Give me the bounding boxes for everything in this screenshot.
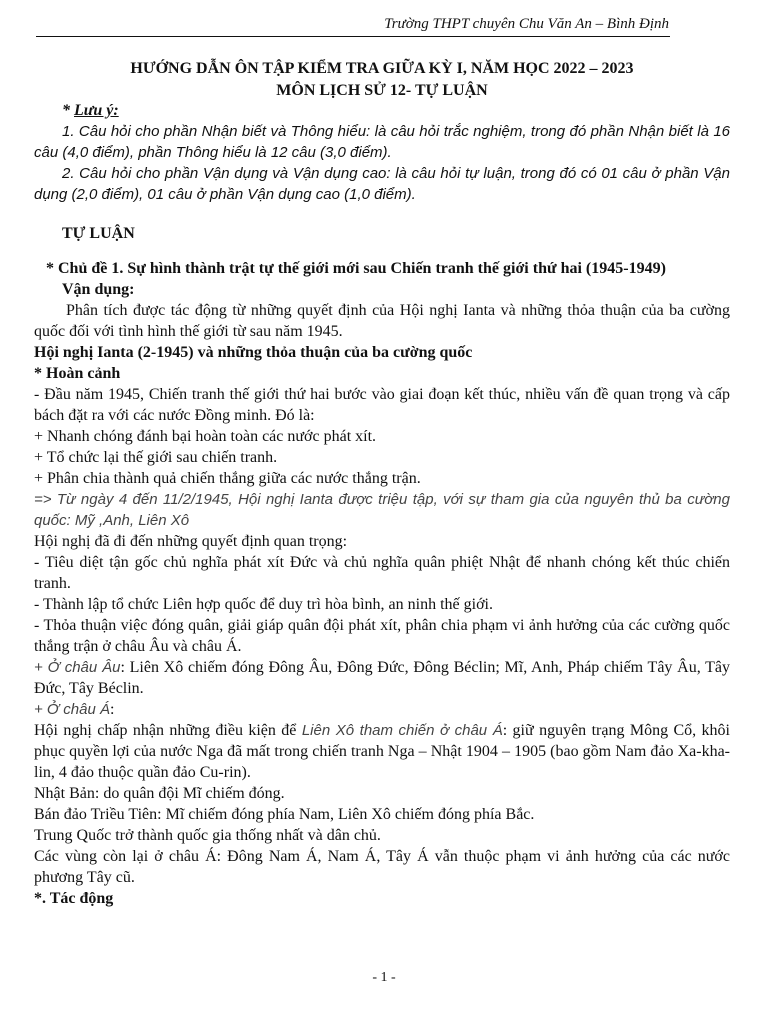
doc-title-line2: MÔN LỊCH SỬ 12- TỰ LUẬN [276, 82, 488, 99]
header-rule [36, 36, 670, 37]
impact-heading: *. Tác động [34, 890, 114, 907]
context-result: => Từ ngày 4 đến 11/2/1945, Hội nghị Ianta được triệu tập, với sự tham gia của nguyên thủ ba cường quốc: Mỹ ,Anh, Liên Xô [34, 491, 730, 529]
sub-heading: Hội nghị Ianta (2-1945) và những thỏa thuận của ba cường quốc [34, 344, 473, 361]
europe-text: : Liên Xô chiếm đóng Đông Âu, Đông Đức, Đông Béclin; Mĩ, Anh, Pháp chiếm Tây Âu, Tây Đức, Tây Béclin. [34, 659, 730, 697]
asia-label: + Ở châu Á [34, 701, 110, 718]
context-heading: * Hoàn cảnh [34, 365, 121, 382]
asia-text-b: : giữ nguyên trạng Mông Cổ, khôi phục quyền lợi của nước Nga đã mất trong chiến tranh Nga – Nhật 1904 – 1905 (bao gồm Nam đảo Xa-kha-lin, 4 đảo thuộc quần đảo Cu-rin). [34, 722, 730, 781]
note-star: * [62, 102, 74, 119]
document-body [34, 58, 730, 909]
asia-china: Trung Quốc trở thành quốc gia thống nhất và dân chủ. [34, 827, 381, 844]
context-bullet-3: + Phân chia thành quả chiến thắng giữa các nước thắng trận. [34, 470, 421, 487]
decision-1: - Tiêu diệt tận gốc chủ nghĩa phát xít Đức và chủ nghĩa quân phiệt Nhật để nhanh chóng kết thúc chiến tranh. [34, 554, 730, 592]
note-heading [62, 101, 730, 121]
decision-3: - Thỏa thuận việc đóng quân, giải giáp quân đội phát xít, phân chia phạm vi ảnh hưởng của các cường quốc thắng trận ở châu Âu và châu Á. [34, 617, 730, 655]
topic-title: * Chủ đề 1. Sự hình thành trật tự thế giới mới sau Chiến tranh thế giới thứ hai (1945-1949) [46, 260, 666, 277]
apply-question: Phân tích được tác động từ những quyết định của Hội nghị Ianta và những thỏa thuận của ba cường quốc đối với tình hình thế giới từ sau năm 1945. [34, 302, 730, 340]
note-item-1: 1. Câu hỏi cho phần Nhận biết và Thông hiểu: là câu hỏi trắc nghiệm, trong đó phần Nhận biết là 16 câu (4,0 điểm), phần Thông hiểu là 12 câu (3,0 điểm). [34, 123, 730, 161]
asia-text-a: Hội nghị chấp nhận những điều kiện để [34, 722, 302, 739]
doc-title-line1: HƯỚNG DẪN ÔN TẬP KIỂM TRA GIỮA KỲ I, NĂM HỌC 2022 – 2023 [130, 60, 634, 77]
asia-korea: Bán đảo Triều Tiên: Mĩ chiếm đóng phía Nam, Liên Xô chiếm đóng phía Bắc. [34, 806, 535, 823]
asia-text-em: Liên Xô tham chiến ở châu Á [301, 722, 503, 739]
asia-rest: Các vùng còn lại ở châu Á: Đông Nam Á, Nam Á, Tây Á vẫn thuộc phạm vi ảnh hưởng của các nước phương Tây cũ. [34, 848, 730, 886]
decisions-intro: Hội nghị đã đi đến những quyết định quan trọng: [34, 533, 348, 550]
apply-label: Vận dụng: [62, 281, 135, 298]
page-number: - 1 - [372, 970, 396, 985]
asia-label-line [34, 699, 730, 720]
note-item-2: 2. Câu hỏi cho phần Vận dụng và Vận dụng cao: là câu hỏi tự luận, trong đó có 01 câu ở phần Vận dụng (2,0 điểm), 01 câu ở phần Vận dụng cao (1,0 điểm). [34, 165, 730, 203]
context-paragraph: - Đầu năm 1945, Chiến tranh thế giới thứ hai bước vào giai đoạn kết thúc, nhiều vấn đề quan trọng và cấp bách đặt ra với các nước Đồng minh. Đó là: [34, 386, 730, 424]
europe-label: + Ở châu Âu [34, 659, 121, 676]
page-header: Trường THPT chuyên Chu Văn An – Bình Định [384, 16, 669, 32]
europe-paragraph [34, 657, 730, 699]
asia-japan: Nhật Bản: do quân đội Mĩ chiếm đóng. [34, 785, 285, 802]
section-title: TỰ LUẬN [62, 225, 135, 242]
note-heading-label: Lưu ý: [74, 102, 119, 119]
context-bullet-1: + Nhanh chóng đánh bại hoàn toàn các nước phát xít. [34, 428, 377, 445]
decision-2: - Thành lập tổ chức Liên hợp quốc để duy trì hòa bình, an ninh thế giới. [34, 596, 493, 613]
asia-paragraph [34, 720, 730, 783]
asia-colon: : [109, 701, 115, 718]
context-bullet-2: + Tổ chức lại thế giới sau chiến tranh. [34, 449, 278, 466]
